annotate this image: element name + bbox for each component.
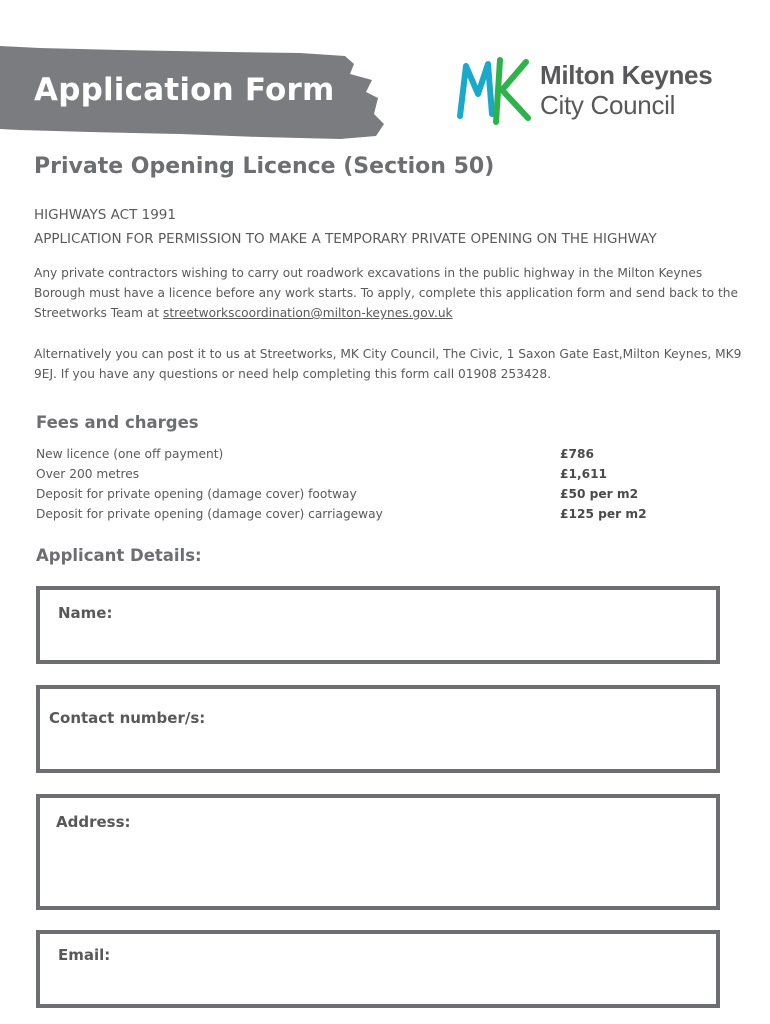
contact-number-field[interactable] bbox=[36, 685, 720, 773]
name-label: Name: bbox=[58, 604, 113, 622]
fee-label: New licence (one off payment) bbox=[36, 447, 224, 461]
mk-logo-icon bbox=[456, 56, 532, 128]
fee-label: Deposit for private opening (damage cover) carriageway bbox=[36, 507, 383, 521]
name-field[interactable] bbox=[36, 586, 720, 664]
address-field[interactable] bbox=[36, 794, 720, 910]
intro-paragraph bbox=[34, 263, 744, 323]
fee-row bbox=[36, 507, 676, 527]
fees-table bbox=[36, 447, 676, 527]
fee-value: £786 bbox=[560, 447, 594, 461]
fee-value: £1,611 bbox=[560, 467, 608, 481]
fee-row bbox=[36, 487, 676, 507]
logo-line-1: Milton Keynes bbox=[540, 60, 713, 90]
postal-paragraph: Alternatively you can post it to us at Streetworks, MK City Council, The Civic, 1 Saxon Gate East,Milton Keynes, MK9 9EJ. If you have any questions or need help completing this form call 01908 253428. bbox=[34, 347, 742, 381]
address-label: Address: bbox=[56, 813, 131, 831]
document-subtitle: APPLICATION FOR PERMISSION TO MAKE A TEMPORARY PRIVATE OPENING ON THE HIGHWAY bbox=[34, 231, 657, 247]
applicant-heading: Applicant Details: bbox=[36, 546, 202, 565]
document-title: Private Opening Licence (Section 50) bbox=[34, 154, 495, 179]
header-banner bbox=[0, 44, 390, 144]
act-reference: HIGHWAYS ACT 1991 bbox=[34, 207, 176, 223]
intro-text: Any private contractors wishing to carry out roadwork excavations in the public highway in the Milton Keynes Borough must have a licence before any work starts. To apply, complete this application form and send back to the Streetworks Team at bbox=[34, 266, 739, 320]
logo-line-2: City Council bbox=[540, 90, 676, 120]
form-title: Application Form bbox=[34, 72, 335, 108]
fee-value: £125 per m2 bbox=[560, 507, 647, 521]
fees-heading: Fees and charges bbox=[36, 413, 199, 432]
fee-label: Deposit for private opening (damage cover) footway bbox=[36, 487, 357, 501]
fee-row bbox=[36, 447, 676, 467]
email-link[interactable]: streetworkscoordination@milton-keynes.gov.uk bbox=[162, 306, 453, 320]
fee-row bbox=[36, 467, 676, 487]
email-label: Email: bbox=[58, 946, 111, 964]
logo-wordmark bbox=[540, 62, 712, 118]
fee-value: £50 per m2 bbox=[560, 487, 639, 501]
contact-number-label: Contact number/s: bbox=[49, 709, 206, 727]
council-logo bbox=[456, 56, 756, 128]
fee-label: Over 200 metres bbox=[36, 467, 140, 481]
email-field[interactable] bbox=[36, 930, 720, 1008]
